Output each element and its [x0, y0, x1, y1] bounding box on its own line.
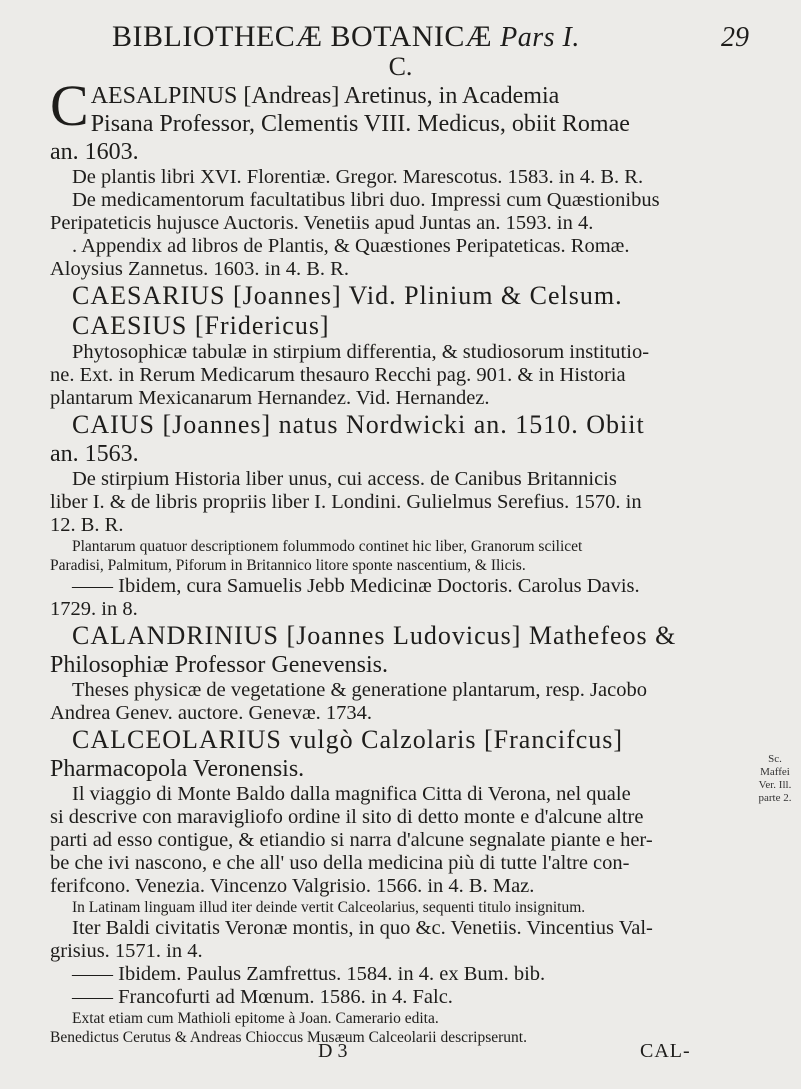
entry-line-rest: AESALPINUS [Andreas] Aretinus, in Academia: [90, 83, 560, 109]
catchword: CAL-: [640, 1040, 691, 1062]
entry-line: Theses physicæ de vegetatione & generatione plantarum, resp. Jacobo: [72, 679, 647, 701]
entry-line: Peripateticis hujusce Auctoris. Venetiis apud Juntas an. 1593. in 4.: [50, 212, 594, 234]
entry-line: CALANDRINIUS [Joannes Ludovicus] Mathefeos &: [72, 621, 677, 650]
bibliography-entry: [50, 410, 742, 621]
entry-line: Extat etiam cum Mathioli epitome à Joan. Camerario edita.: [72, 1010, 439, 1027]
page-footer: [0, 1040, 801, 1070]
running-head-title: [112, 20, 580, 54]
entry-line: plantarum Mexicanarum Hernandez. Vid. Hernandez.: [50, 387, 490, 409]
drop-cap: C: [50, 73, 89, 138]
part-label: Pars I.: [500, 22, 580, 53]
entry-line: Il viaggio di Monte Baldo dalla magnifica Citta di Verona, nel quale: [72, 783, 631, 805]
entry-line: si descrive con maravigliofo ordine il sito di detto monte e d'alcune altre: [50, 806, 644, 828]
margin-note: Sc. Maffei Ver. Ill. parte 2.: [758, 753, 792, 804]
entry-line: ne. Ext. in Rerum Medicarum thesauro Recchi pag. 901. & in Historia: [50, 364, 626, 386]
entry-line: Iter Baldi civitatis Veronæ montis, in quo &c. Venetiis. Vincentius Val-: [72, 917, 653, 939]
entries-column: [50, 73, 742, 1047]
entry-line: be che ivi nascono, e che all' uso della medicina più di tutte l'altre con-: [50, 852, 630, 874]
entry-line: De stirpium Historia liber unus, cui access. de Canibus Britannicis: [72, 468, 617, 490]
entry-line: —— Francofurti ad Mœnum. 1586. in 4. Falc.: [72, 986, 453, 1008]
entry-line: CAESIUS [Fridericus]: [72, 311, 330, 340]
entry-line: CAESARIUS [Joannes] Vid. Plinium & Celsum.: [72, 281, 623, 310]
entry-line: Philosophiæ Professor Genevensis.: [50, 652, 388, 678]
section-letter: C.: [388, 52, 413, 81]
bibliography-entry: [50, 725, 742, 1047]
entry-line: —— Ibidem, cura Samuelis Jebb Medicinæ Doctoris. Carolus Davis.: [72, 575, 640, 597]
entry-line: De plantis libri XVI. Florentiæ. Gregor. Marescotus. 1583. in 4. B. R.: [72, 166, 644, 188]
entry-line: —— Ibidem. Paulus Zamfrettus. 1584. in 4. ex Bum. bib.: [72, 963, 546, 985]
bibliography-entry: [50, 621, 742, 725]
entry-line: Pisana Professor, Clementis VIII. Medicus, obiit Romae: [90, 111, 630, 137]
entry-line: De medicamentorum facultatibus libri duo. Impressi cum Quæstionibus: [72, 189, 660, 211]
book-title: BIBLIOTHECÆ BOTANICÆ: [112, 20, 493, 53]
entry-line: Plantarum quatuor descriptionem folummodo continet hic liber, Granorum scilicet: [72, 538, 583, 555]
entry-line: Paradisi, Palmitum, Piforum in Britannico litore sponte nascentium, & Ilicis.: [50, 557, 526, 574]
entry-line: parti ad esso contigue, & etiandio si narra d'alcune segnalate piante e her-: [50, 829, 653, 851]
entry-line: In Latinam linguam illud iter deinde vertit Calceolarius, sequenti titulo insignitum.: [72, 899, 586, 916]
entry-line: Aloysius Zannetus. 1603. in 4. B. R.: [50, 258, 349, 280]
entry-line: an. 1603.: [50, 139, 139, 165]
entry-line: Phytosophicæ tabulæ in stirpium differentia, & studiosorum institutio-: [72, 341, 650, 363]
bibliography-entry: [50, 281, 742, 410]
entry-line: 12. B. R.: [50, 514, 124, 536]
entry-line: CAIUS [Joannes] natus Nordwicki an. 1510. Obiit: [72, 410, 645, 439]
entry-line: grisius. 1571. in 4.: [50, 940, 203, 962]
entry-line: liber I. & de libris propriis liber I. Londini. Gulielmus Serefius. 1570. in: [50, 491, 642, 513]
entry-line: . Appendix ad libros de Plantis, & Quæstiones Peripateticas. Romæ.: [72, 235, 630, 257]
bibliography-entry: [50, 73, 742, 281]
signature-mark: D 3: [318, 1040, 348, 1062]
entry-line: Pharmacopola Veronensis.: [50, 756, 305, 782]
page-number: 29: [721, 22, 749, 53]
entry-line: Andrea Genev. auctore. Genevæ. 1734.: [50, 702, 372, 724]
entry-line: ferifcono. Venezia. Vincenzo Valgrisio. 1566. in 4. B. Maz.: [50, 875, 535, 897]
entry-line: CALCEOLARIUS vulgò Calzolaris [Francifcus]: [72, 725, 624, 754]
entry-line: an. 1563.: [50, 441, 139, 467]
entry-line: 1729. in 8.: [50, 598, 138, 620]
entry-line: Benedictus Cerutus & Andreas Chioccus Musæum Calceolarii descripserunt.: [50, 1029, 527, 1046]
